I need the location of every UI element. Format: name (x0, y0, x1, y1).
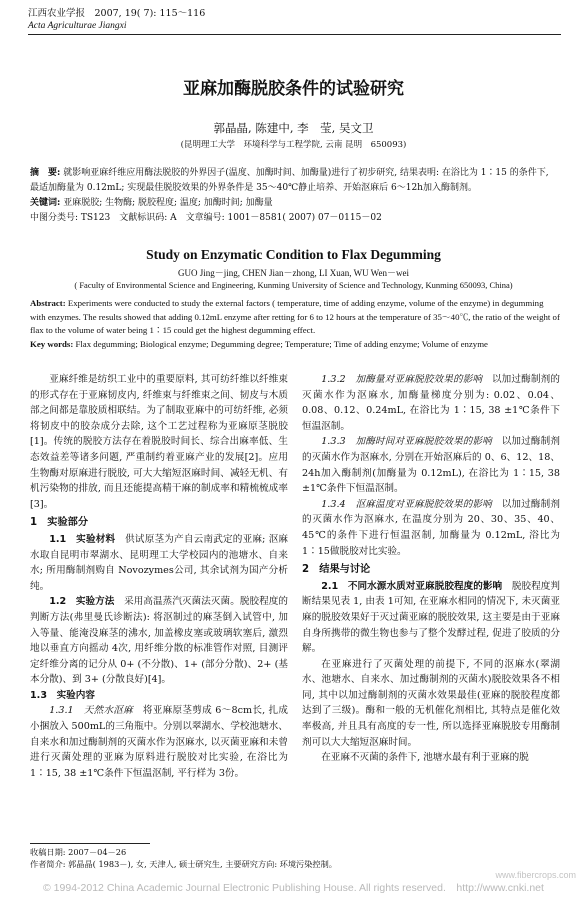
affiliation-cn: (昆明理工大学 环境科学与工程学院, 云南 昆明 650093) (180, 140, 407, 150)
authors-en: GUO Jing－jing, CHEN Jian－zhong, LI Xuan, WU Wen－wei (178, 268, 409, 278)
section-heading-2: 2 结果与讨论 (302, 564, 371, 576)
heading-1-3-2: 1.3.2 加酶量对亚麻脱胶效果的影响 (321, 374, 483, 385)
footnote (30, 846, 560, 870)
text-1-3-2: 以加过酶制剂的灭菌水作为沤麻水, 加酶量梯度分别为: 0.02、0.04、0.08、0.12、0.24mL, 在浴比为 1∶15, 38 ±1℃条件下恒温沤制。 (302, 374, 561, 432)
heading-1-1: 1.1 实验材料 (49, 533, 116, 545)
received-date: 收稿日期: 2007－04－26 (30, 847, 127, 857)
paragraph-1-2 (30, 594, 288, 688)
paragraph-2-1 (302, 579, 560, 657)
body-column-left (30, 372, 288, 781)
authors-cn: 郭晶晶, 陈建中, 李 莹, 吴文卫 (213, 121, 374, 135)
header-rule (28, 34, 561, 35)
text-1-3-3: 以加过酶制剂的灭菌水作为沤麻水, 分别在开始沤麻后的 0、6、12、18、24h加入酶制剂(加酶量为 0.12mL), 在浴比为 1∶15, 38 ±1℃条件下恒温沤制。 (302, 436, 561, 495)
journal-header (28, 8, 205, 32)
heading-2-1: 2.1 不同水源水质对亚麻脱胶程度的影响 (321, 580, 503, 592)
keywords-en: Flax degumming; Biological enzyme; Degumming degree; Temperature; Time of adding enzyme; Volume of enzyme (75, 338, 488, 349)
abstract-label-cn: 摘 要: (30, 168, 61, 178)
paragraph-1-3-4 (302, 497, 560, 559)
heading-1-2: 1.2 实验方法 (49, 596, 115, 608)
journal-name-cn: 江西农业学报 2007, 19( 7): 115～116 (28, 8, 206, 19)
keywords-label-en: Key words: (30, 338, 74, 349)
abstract-cn (30, 166, 560, 226)
section-heading-1: 1 实验部分 (30, 517, 89, 529)
journal-name-en: Acta Agriculturae Jiangxi (28, 21, 127, 31)
heading-1-3-3: 1.3.3 加酶时间对亚麻脱胶效果的影响 (321, 436, 492, 448)
abstract-text-en: Experiments were conducted to study the external factors ( temperature, time of adding enzyme, volume of the enzyme) in degumming with enzymes. The results showed that adding 0.12mL enzyme after retting for 6 to 12 hours at the temperature of 35～40℃, the ratio of the weight of flax to the volume of water being 1∶15 could get the highest degumming effect. (30, 298, 560, 335)
body-column-right (302, 372, 560, 766)
paragraph-1-1 (30, 532, 288, 594)
text-2-1: 脱胶程度判断结果见表 1, 由表 1可知, 在亚麻水相同的情况下, 未灭菌亚麻的脱胶效果好于灭过菌亚麻的脱胶效果, 这主要是由于亚麻自身所携带的微生物也参与了整个发酵过程, 促进了胶质的分解。 (302, 580, 561, 655)
keywords-cn: 亚麻脱胶; 生物酶; 脱胶程度; 温度; 加酶时间; 加酶量 (63, 198, 273, 208)
classification-line: 中图分类号: TS123 文献标识码: A 文章编号: 1001－8581( 2007) 07－0115－02 (30, 213, 382, 223)
author-bio: 作者简介: 郭晶晶( 1983－), 女, 天津人, 硕士研究生, 主要研究方向: 环境污染控制。 (30, 859, 337, 869)
heading-1-3-4: 1.3.4 沤麻温度对亚麻脱胶效果的影响 (321, 498, 492, 510)
abstract-label-en: Abstract: (30, 298, 66, 308)
paragraph-1-3-1 (30, 703, 288, 781)
paragraph-1-3-3 (302, 434, 560, 496)
site-watermark: www.fibercrops.com (495, 870, 576, 880)
footnote-rule (30, 843, 150, 844)
paragraph-2-2: 在亚麻进行了灭菌处理的前提下, 不同的沤麻水(翠湖水、池塘水、自来水、加过酶制剂的灭菌水)脱胶效果各不相同, 其中以加过酶制剂的灭菌水效果最佳(亚麻的脱胶程度都达到了三级)。酶和一般的无机催化剂相比, 其特点是催化效率极高, 并且具有高度的专一性, 所以选择亚麻脱胶专用酶制剂可以大大缩短沤麻时间。 (302, 658, 560, 748)
paragraph-1-3-2 (302, 372, 560, 434)
copyright-line: © 1994-2012 China Academic Journal Electronic Publishing House. All rights reserved. http://www.cnki.net (43, 882, 544, 894)
heading-1-3: 1.3 实验内容 (30, 689, 95, 701)
abstract-en (30, 297, 560, 351)
affiliation-en: ( Faculty of Environmental Science and Engineering, Kunming University of Science and Technology, Kunming 650093, China) (74, 280, 513, 290)
keywords-label-cn: 关键词: (30, 198, 61, 208)
intro-paragraph: 亚麻纤维是纺织工业中的重要原料, 其可纺纤维以纤维束的形式存在于亚麻韧皮内, 纤维束与纤维束之间、韧皮与木质部之间都是靠胶质相联结。为了制取亚麻中的可纺纤维, 必须将韧皮中的胶杂成分去除, 这个工艺过程称为亚麻原茎脱胶[1]。传统的脱胶方法存在着脱胶时间长、综合出麻率低、生态效益差等诸多问题, 严重制约着亚麻产业的发展[2]。应用生物酶对原麻进行脱胶, 可大大缩短沤麻时间、减轻无机、有机污染物的排放, 而且还能提高精干麻的制成率和精梳梳成率[3]。 (30, 374, 288, 510)
paper-title-cn: 亚麻加酶脱胶条件的试验研究 (183, 79, 404, 99)
text-1-3-1: 将亚麻原茎剪成 6～8cm长, 扎成小捆放入 500mL的三角瓶中。分别以翠湖水、学校池塘水、自来水和加过酶制剂的灭菌水作为沤麻水, 以灭菌亚麻和未曾进行灭菌处理的亚麻为原料进行脱胶对比实验, 在浴比为 1∶15, 38 ±1℃条件下恒温沤制, 平行样为 3份。 (30, 705, 289, 779)
text-1-1: 供试原茎为产自云南武定的亚麻; 沤麻水取自昆明市翠湖水、昆明理工大学校园内的池塘水、自来水; 所用酶制剂购自 Novozymes公司, 其余试剂为国产分析纯。 (30, 533, 289, 592)
text-1-3-4: 以加过酶制剂的灭菌水作为沤麻水, 在温度分别为 20、30、35、40、45℃的条件下进行恒温沤制, 加酶量为 0.12mL, 浴比为 1∶15做脱胶对比实验。 (302, 498, 561, 557)
paragraph-2-3: 在亚麻不灭菌的条件下, 池塘水最有利于亚麻的脱 (321, 752, 529, 764)
text-1-2: 采用高温蒸汽灭菌法灭菌。脱胶程度的判断方法(弗里曼氏诊断法): 将沤制过的麻茎倒入试管中, 加入等量、能淹没麻茎的沸水, 加盖橡皮塞或玻璃软塞后, 激烈地以垂直方向摇动 4次, 用纤维分散的标准管作对照, 目测评定纤维分离的记分从 0+ (不分散)、1+ (部分分散)、2+ (基本分散)、到 3+ (分散良好)[4]。 (30, 596, 289, 686)
paper-title-en: Study on Enzymatic Condition to Flax Degumming (146, 247, 441, 262)
abstract-text-cn: 就影响亚麻纤维应用酶法脱胶的外界因子(温度、加酶时间、加酶量)进行了初步研究, 结果表明: 在浴比为 1∶15 的条件下, 最适加酶量为 0.12mL; 实现最佳脱胶效果的外界条件是 35～40℃静止培养、开始沤麻后 6～12h加入酶制剂。 (30, 168, 549, 193)
heading-1-3-1: 1.3.1 天然水沤麻 (49, 705, 134, 717)
